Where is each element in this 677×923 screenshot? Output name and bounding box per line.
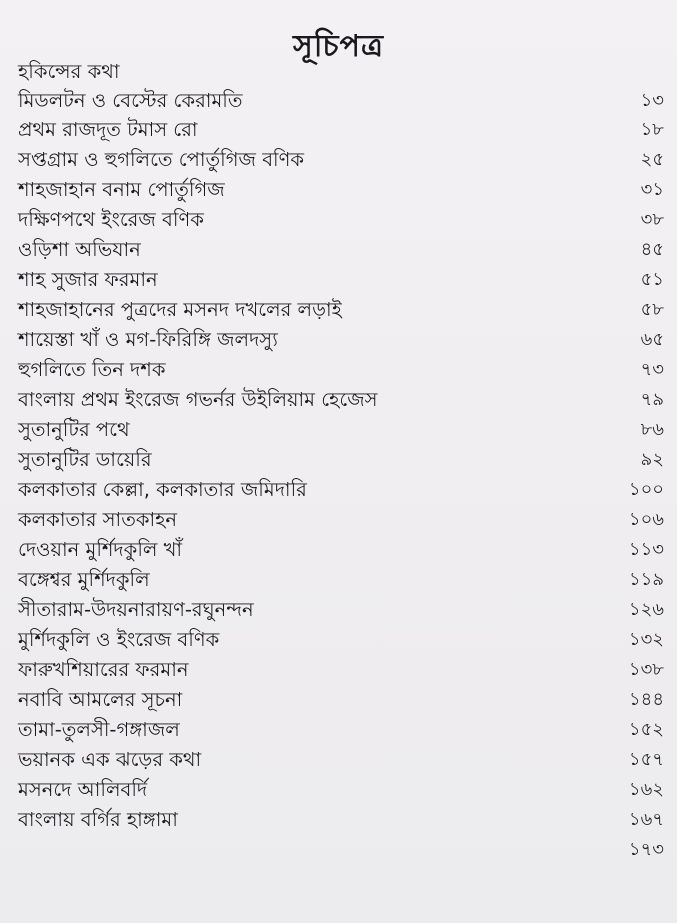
toc-entry bbox=[18, 326, 664, 354]
toc-entry bbox=[18, 206, 664, 234]
toc-entry-page: ৪৫ bbox=[640, 239, 664, 260]
toc-entry-title: ভয়ানক এক ঝড়ের কথা bbox=[18, 748, 202, 771]
toc-entry bbox=[18, 626, 664, 654]
toc-entry-page: ১০০ bbox=[628, 479, 664, 500]
toc-entry-title: হুগলিতে তিন দশক bbox=[18, 358, 166, 381]
toc-entry-title: প্রথম রাজদূত টমাস রো bbox=[18, 118, 198, 141]
toc-entry-title: শায়েস্তা খাঁ ও মগ-ফিরিঙ্গি জলদস্যু bbox=[18, 328, 278, 351]
toc-entry-title: কলকাতার কেল্লা, কলকাতার জমিদারি bbox=[18, 478, 307, 501]
toc-entry bbox=[18, 566, 664, 594]
toc-entry bbox=[18, 386, 664, 414]
toc-entry-page: ৭৩ bbox=[640, 359, 664, 380]
toc-entry-page: ১৫৭ bbox=[628, 749, 664, 770]
toc-entry bbox=[18, 536, 664, 564]
toc-entry-title: বাংলায় বর্গির হাঙ্গামা bbox=[18, 808, 178, 831]
toc-entry bbox=[18, 836, 664, 864]
toc-entry-page: ১৪৪ bbox=[628, 689, 664, 710]
toc-entry-page: ১২৬ bbox=[628, 599, 664, 620]
toc-entry-title: মিডলটন ও বেস্টের কেরামতি bbox=[18, 89, 243, 112]
toc-entry-page: ১৩ bbox=[640, 90, 664, 111]
toc-entry-page: ৭৯ bbox=[640, 389, 664, 410]
toc-entry-page: ১৬২ bbox=[628, 779, 664, 800]
toc-entry bbox=[18, 146, 664, 174]
toc-entry bbox=[18, 506, 664, 534]
toc-entry bbox=[18, 746, 664, 774]
toc-entry-title: সুতানুটির ডায়েরি bbox=[18, 448, 152, 471]
toc-entry-page: ১০৬ bbox=[628, 509, 664, 530]
toc-entry bbox=[18, 416, 664, 444]
toc-entry-title: নবাবি আমলের সূচনা bbox=[18, 688, 183, 711]
toc-entry-title: সীতারাম-উদয়নারায়ণ-রঘুনন্দন bbox=[18, 598, 254, 621]
toc-entry-title: শাহজাহানের পুত্রদের মসনদ দখলের লড়াই bbox=[18, 298, 342, 321]
toc-entry bbox=[18, 776, 664, 804]
toc-entry-page: ১৭৩ bbox=[628, 839, 664, 860]
toc-entry bbox=[18, 58, 664, 86]
toc-entry-title: কলকাতার সাতকাহন bbox=[18, 508, 178, 531]
toc-entry-page: ১৩৮ bbox=[628, 659, 664, 680]
toc-entry-title: হকিন্সের কথা bbox=[18, 60, 120, 83]
toc-entry bbox=[18, 356, 664, 384]
toc-entry-title: সপ্তগ্রাম ও হুগলিতে পোর্তুগিজ বণিক bbox=[18, 148, 305, 171]
toc-entry-page: ৩৮ bbox=[640, 209, 664, 230]
toc-entry-title: মুর্শিদকুলি ও ইংরেজ বণিক bbox=[18, 628, 220, 651]
toc-entry-page: ৫৮ bbox=[640, 299, 664, 320]
toc-entry-title: ওড়িশা অভিযান bbox=[18, 238, 141, 261]
toc-entry-page: ৫১ bbox=[640, 269, 664, 290]
toc-entry-title: দক্ষিণপথে ইংরেজ বণিক bbox=[18, 208, 204, 231]
toc-entry-page: ৮৬ bbox=[640, 419, 664, 440]
toc-entry bbox=[18, 686, 664, 714]
toc-entry-page: ১৬৭ bbox=[628, 809, 664, 830]
toc-entry bbox=[18, 176, 664, 204]
toc-entry-title: দেওয়ান মুর্শিদকুলি খাঁ bbox=[18, 538, 183, 561]
toc-entry bbox=[18, 236, 664, 264]
toc-entry-page: ১৩২ bbox=[628, 629, 664, 650]
toc-entry-page: ৬৫ bbox=[640, 329, 664, 350]
toc-entry-title: সুতানুটির পথে bbox=[18, 418, 130, 441]
toc-entry-page: ১৮ bbox=[640, 119, 664, 140]
toc-entry bbox=[18, 716, 664, 744]
toc-entry bbox=[18, 87, 664, 115]
toc-entry bbox=[18, 266, 664, 294]
page-title: সূচিপত্র bbox=[293, 29, 384, 64]
toc-entry-page: ১১৯ bbox=[628, 569, 664, 590]
toc-entry-page: ২৫ bbox=[640, 149, 664, 170]
toc-entry-title: শাহজাহান বনাম পোর্তুগিজ bbox=[18, 178, 225, 201]
toc-entry bbox=[18, 476, 664, 504]
toc-entry bbox=[18, 656, 664, 684]
toc-entry bbox=[18, 446, 664, 474]
toc-entry bbox=[18, 806, 664, 834]
toc-entry bbox=[18, 596, 664, 624]
toc-entry-title: বঙ্গেশ্বর মুর্শিদকুলি bbox=[18, 568, 150, 591]
toc-entry-title: ফারুখশিয়ারের ফরমান bbox=[18, 658, 189, 681]
toc-entry bbox=[18, 116, 664, 144]
toc-entry-title: বাংলায় প্রথম ইংরেজ গভর্নর উইলিয়াম হেজেস bbox=[18, 388, 378, 411]
toc-entry bbox=[18, 296, 664, 324]
toc-entry-page: ৯২ bbox=[640, 449, 664, 470]
toc-entry-title: তামা-তুলসী-গঙ্গাজল bbox=[18, 718, 180, 741]
toc-entry-page: ১৫২ bbox=[628, 719, 664, 740]
toc-entry-title: মসনদে আলিবর্দি bbox=[18, 778, 148, 801]
toc-entry-title: শাহ সুজার ফরমান bbox=[18, 268, 158, 291]
toc-entry-page: ৩১ bbox=[640, 179, 664, 200]
toc-entry-page: ১১৩ bbox=[628, 539, 664, 560]
